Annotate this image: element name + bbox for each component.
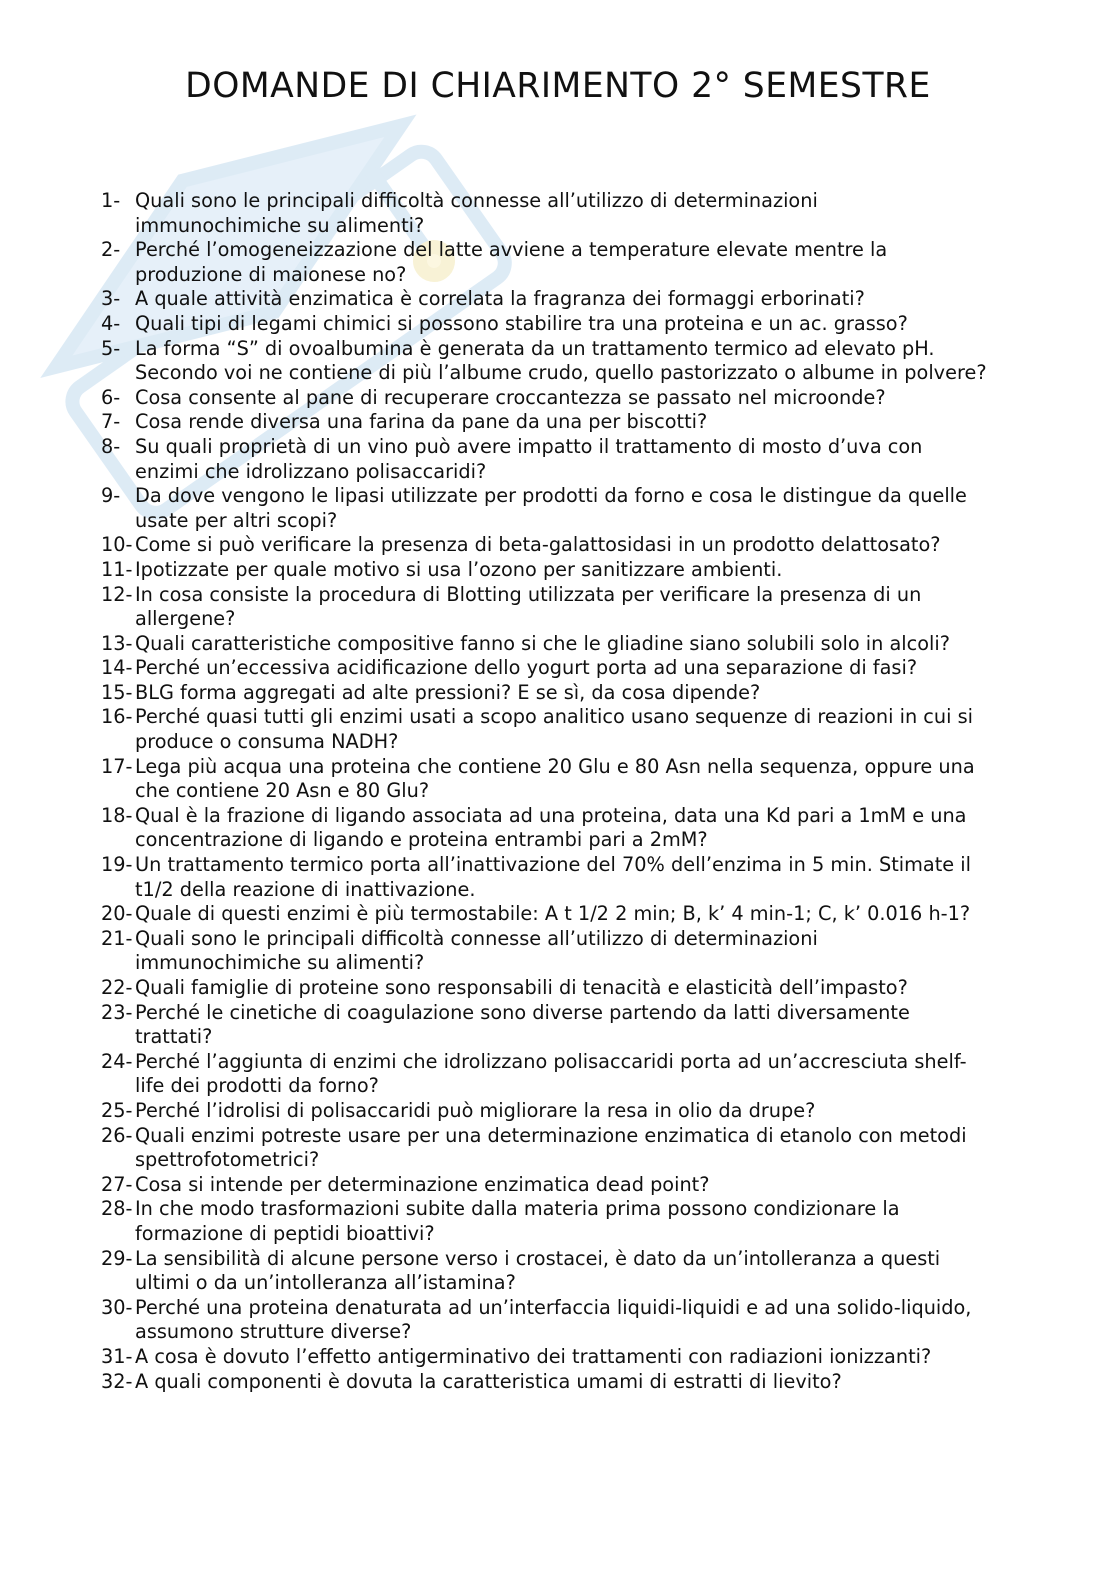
question-item [101, 681, 1061, 706]
question-number: 2- [101, 238, 121, 262]
question-text: In cosa consiste la procedura di Blotting utilizzata per verificare la presenza di un allergene? [135, 582, 922, 631]
question-text: Quali tipi di legami chimici si possono stabilire tra una proteina e un ac. grasso? [135, 311, 908, 335]
question-item [101, 337, 1061, 386]
question-text: Qual è la frazione di ligando associata ad una proteina, data una Kd pari a 1mM e una concentrazione di ligando e proteina entrambi pari a 2mM? [135, 803, 967, 852]
question-number: 20- [101, 902, 133, 926]
question-item [101, 435, 1061, 484]
question-text: Perché l’omogeneizzazione del latte avviene a temperature elevate mentre la produzione di maionese no? [135, 238, 888, 286]
question-text: La sensibilità di alcune persone verso i crostacei, è dato da un’intolleranza a questi ultimi o da un’intolleranza all’istamina? [135, 1246, 941, 1295]
question-text: Cosa si intende per determinazione enzimatica dead point? [135, 1172, 710, 1196]
question-number: 8- [101, 434, 121, 458]
question-number: 22- [101, 976, 133, 999]
question-number: 12- [101, 582, 133, 606]
question-number: 6- [101, 385, 121, 409]
question-number: 19- [101, 853, 133, 877]
question-text: Su quali proprietà di un vino può avere impatto il trattamento di mosto d’uva con enzimi che idrolizzano polisaccaridi? [135, 434, 923, 483]
question-item [101, 1197, 1061, 1246]
question-item [101, 927, 1061, 976]
question-item [101, 902, 1061, 927]
question-item [101, 976, 1061, 1001]
question-number: 3- [101, 287, 121, 311]
page-title: DOMANDE DI CHIARIMENTO 2° SEMESTRE [185, 66, 931, 106]
question-text: Lega più acqua una proteina che contiene 20 Glu e 80 Asn nella sequenza, oppure una che contiene 20 Asn e 80 Glu? [135, 754, 975, 803]
question-text: Come si può verificare la presenza di beta-galattosidasi in un prodotto delattosato? [135, 533, 941, 557]
question-text: Quali sono le principali difficoltà connesse all’utilizzo di determinazioni immunochimiche su alimenti? [135, 189, 818, 237]
question-number: 18- [101, 803, 133, 827]
question-item [101, 705, 1061, 754]
question-text: Ipotizzate per quale motivo si usa l’ozono per sanitizzare ambienti. [135, 557, 783, 581]
question-item [101, 853, 1061, 902]
question-item [101, 484, 1061, 533]
question-number: 1- [101, 189, 121, 212]
question-text: Perché le cinetiche di coagulazione sono diverse partendo da latti diversamente trattati? [135, 1000, 910, 1049]
question-number: 27- [101, 1172, 133, 1196]
question-number: 15- [101, 680, 133, 704]
question-number: 9- [101, 484, 121, 508]
question-text: Perché l’aggiunta di enzimi che idrolizzano polisaccaridi porta ad un’accresciuta shelf- life dei prodotti da forno? [135, 1049, 967, 1098]
question-text: Quali famiglie di proteine sono responsabili di tenacità e elasticità dell’impasto? [135, 976, 908, 999]
question-item [101, 1124, 1061, 1173]
question-number: 23- [101, 1000, 133, 1024]
question-item [101, 410, 1061, 435]
question-item [101, 1370, 1061, 1395]
question-text: Quali caratteristiche compositive fanno si che le gliadine siano solubili solo in alcoli? [135, 631, 950, 655]
question-list [101, 189, 1061, 1394]
question-number: 24- [101, 1049, 133, 1073]
question-text: Da dove vengono le lipasi utilizzate per prodotti da forno e cosa le distingue da quelle usate per altri scopi? [135, 484, 967, 532]
question-text: Un trattamento termico porta all’inattivazione del 70% dell’enzima in 5 min. Stimate il t1/2 della reazione di inattivazione. [135, 853, 971, 901]
question-number: 28- [101, 1197, 133, 1221]
question-text: In che modo trasformazioni subite dalla materia prima possono condizionare la formazione di peptidi bioattivi? [135, 1197, 900, 1245]
question-text: Perché un’eccessiva acidificazione dello yogurt porta ad una separazione di fasi? [135, 656, 918, 680]
question-number: 17- [101, 754, 133, 778]
question-item [101, 1345, 1061, 1370]
question-number: 32- [101, 1369, 133, 1393]
question-item [101, 287, 1061, 312]
question-item [101, 1296, 1061, 1345]
question-text: A quale attività enzimatica è correlata la fragranza dei formaggi erborinati? [135, 287, 865, 311]
question-item [101, 755, 1061, 804]
question-text: Cosa consente al pane di recuperare croccantezza se passato nel microonde? [135, 385, 886, 409]
question-item [101, 312, 1061, 337]
question-item [101, 656, 1061, 681]
question-text: BLG forma aggregati ad alte pressioni? E se sì, da cosa dipende? [135, 680, 761, 704]
question-item [101, 1247, 1061, 1296]
question-item [101, 1173, 1061, 1198]
question-number: 21- [101, 926, 133, 950]
question-text: Quale di questi enzimi è più termostabile: A t 1/2 2 min; B, k’ 4 min-1; C, k’ 0.016 h-1? [135, 902, 971, 926]
question-item [101, 558, 1061, 583]
question-item [101, 189, 1061, 238]
question-number: 25- [101, 1098, 133, 1122]
question-item [101, 533, 1061, 558]
question-item [101, 386, 1061, 411]
question-number: 14- [101, 656, 133, 680]
question-item [101, 632, 1061, 657]
question-item [101, 1050, 1061, 1099]
question-text: Perché una proteina denaturata ad un’interfaccia liquidi-liquidi e ad una solido-liquido, assumono strutture diverse? [135, 1295, 972, 1344]
question-text: Perché l’idrolisi di polisaccaridi può migliorare la resa in olio da drupe? [135, 1098, 816, 1122]
question-number: 29- [101, 1246, 133, 1270]
question-number: 5- [101, 336, 121, 360]
question-text: La forma “S” di ovoalbumina è generata da un trattamento termico ad elevato pH. Secondo voi ne contiene di più l’albume crudo, quello pastorizzato o albume in polvere? [135, 336, 987, 385]
question-item [101, 804, 1061, 853]
question-item [101, 583, 1061, 632]
question-text: Quali enzimi potreste usare per una determinazione enzimatica di etanolo con metodi spettrofotometrici? [135, 1123, 967, 1172]
question-number: 30- [101, 1295, 133, 1319]
question-number: 10- [101, 533, 133, 557]
question-number: 13- [101, 631, 133, 655]
question-number: 7- [101, 410, 121, 434]
question-item [101, 1099, 1061, 1124]
question-item [101, 238, 1061, 287]
question-text: A cosa è dovuto l’effetto antigerminativo dei trattamenti con radiazioni ionizzanti? [135, 1344, 932, 1368]
question-number: 26- [101, 1123, 133, 1147]
question-number: 11- [101, 557, 133, 581]
question-text: Perché quasi tutti gli enzimi usati a scopo analitico usano sequenze di reazioni in cui si produce o consuma NADH? [135, 705, 973, 754]
question-number: 16- [101, 705, 133, 729]
question-text: Quali sono le principali difficoltà connesse all’utilizzo di determinazioni immunochimiche su alimenti? [135, 926, 818, 975]
question-item [101, 1001, 1061, 1050]
question-number: 31- [101, 1344, 133, 1368]
question-text: A quali componenti è dovuta la caratteristica umami di estratti di lievito? [135, 1369, 842, 1393]
question-text: Cosa rende diversa una farina da pane da una per biscotti? [135, 410, 708, 434]
question-number: 4- [101, 311, 121, 335]
